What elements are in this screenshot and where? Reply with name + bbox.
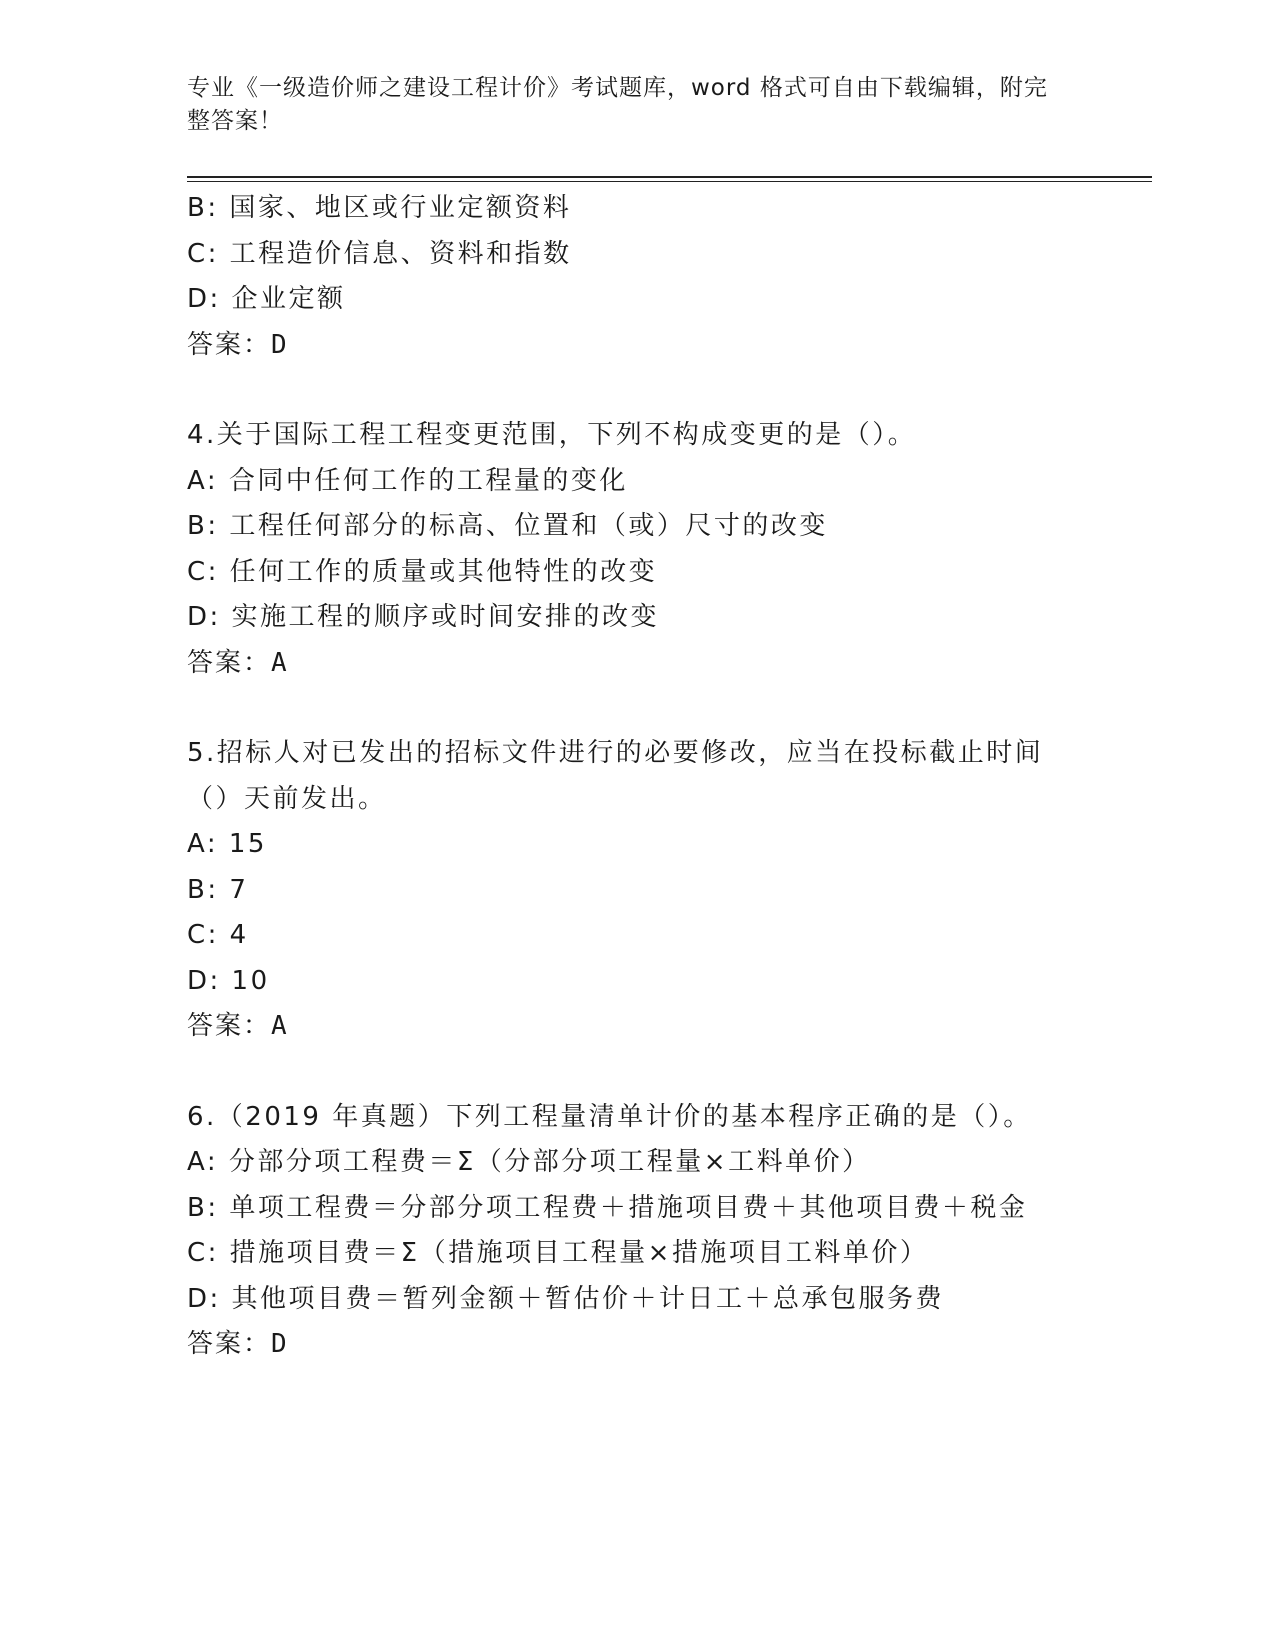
question-stem-line-1: 5.招标人对已发出的招标文件进行的必要修改，应当在投标截止时间 xyxy=(187,738,1044,768)
option-c: C: 任何工作的质量或其他特性的改变 xyxy=(187,556,658,587)
header-divider xyxy=(187,176,1152,182)
question-4 xyxy=(187,413,1152,686)
option-b: B: 单项工程费＝分部分项工程费＋措施项目费＋其他项目费＋税金 xyxy=(187,1192,1028,1223)
spacer xyxy=(187,368,1152,413)
option-a: A: 15 xyxy=(187,829,267,859)
answer-label: 答案： xyxy=(187,329,272,360)
option-d: D: 实施工程的顺序或时间安排的改变 xyxy=(187,602,660,632)
spacer xyxy=(187,686,1152,731)
answer-value: A xyxy=(271,647,288,678)
answer-value: D xyxy=(271,1329,288,1359)
question-stem: 6.（2019 年真题）下列工程量清单计价的基本程序正确的是（）。 xyxy=(187,1101,1032,1132)
spacer xyxy=(187,1050,1152,1095)
option-d: D: 企业定额 xyxy=(187,284,346,314)
header-line-2: 整答案！ xyxy=(187,108,283,134)
question-stem: 4.关于国际工程工程变更范围，下列不构成变更的是（）。 xyxy=(187,420,917,450)
option-c: C: 4 xyxy=(187,920,249,950)
answer-label: 答案： xyxy=(187,1011,272,1041)
question-stem-line-2: （）天前发出。 xyxy=(187,783,387,814)
option-d: D: 其他项目费＝暂列金额＋暂估价＋计日工＋总承包服务费 xyxy=(187,1283,945,1314)
option-b: B: 国家、地区或行业定额资料 xyxy=(187,193,572,223)
option-a: A: 分部分项工程费＝Σ（分部分项工程量×工料单价） xyxy=(187,1147,871,1177)
option-c: C: 工程造价信息、资料和指数 xyxy=(187,238,572,269)
question-6 xyxy=(187,1095,1152,1368)
option-c: C: 措施项目费＝Σ（措施项目工程量×措施项目工料单价） xyxy=(187,1238,929,1268)
option-b: B: 工程任何部分的标高、位置和（或）尺寸的改变 xyxy=(187,511,828,541)
option-a: A: 合同中任何工作的工程量的变化 xyxy=(187,465,628,496)
question-3-tail xyxy=(187,186,1152,368)
answer-label: 答案： xyxy=(187,647,272,678)
answer xyxy=(187,641,1152,687)
answer-value: D xyxy=(271,329,288,360)
option-b: B: 7 xyxy=(187,874,249,905)
question-5 xyxy=(187,731,1152,1050)
answer xyxy=(187,323,1152,369)
option-d: D: 10 xyxy=(187,965,270,996)
header-line-1: 专业《一级造价师之建设工程计价》考试题库，word 格式可自由下载编辑，附完 xyxy=(187,75,1048,101)
answer-label: 答案： xyxy=(187,1329,272,1359)
question-content xyxy=(187,186,1152,1368)
document-header xyxy=(187,72,1067,138)
answer xyxy=(187,1004,1152,1050)
answer-value: A xyxy=(271,1011,288,1041)
answer xyxy=(187,1322,1152,1368)
